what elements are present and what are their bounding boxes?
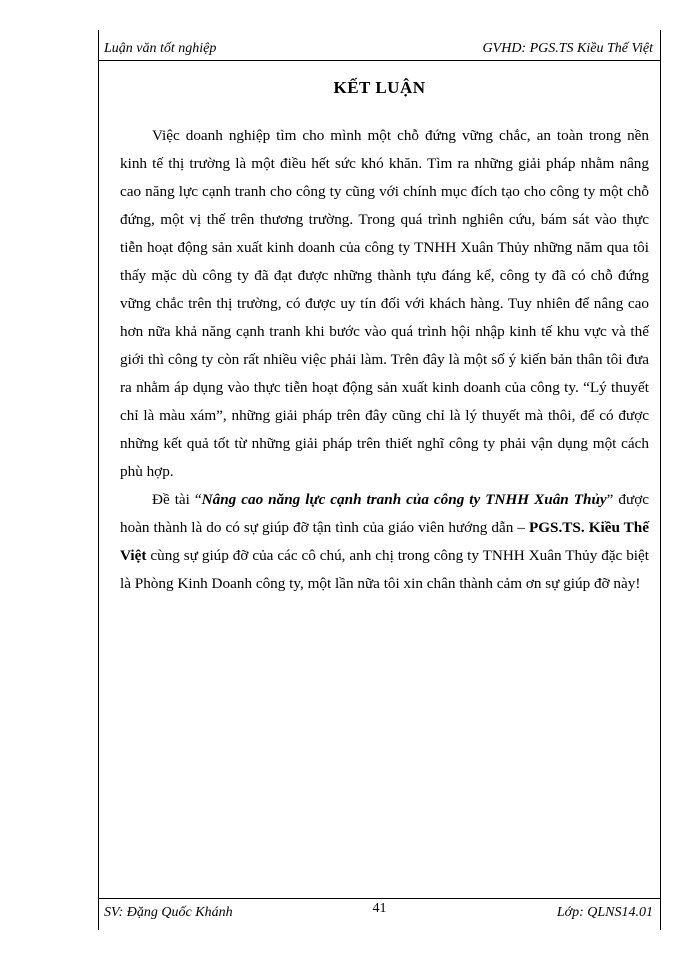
footer-class: Lớp: QLNS14.01 bbox=[556, 905, 653, 920]
conclusion-paragraph-2 bbox=[120, 486, 649, 598]
header-advisor-label: GVHD: PGS.TS Kiều Thế Việt bbox=[482, 41, 653, 56]
header-thesis-label: Luận văn tốt nghiệp bbox=[104, 41, 217, 56]
paragraph-2-tail: cùng sự giúp đỡ của các cô chú, anh chị trong công ty TNHH Xuân Thủy đặc biệt là Phòng Kinh Doanh công ty, một lần nữa tôi xin chân thành cảm ơn sự giúp đỡ này! bbox=[120, 547, 649, 592]
page-number: 41 bbox=[372, 901, 387, 916]
page-footer bbox=[98, 898, 661, 925]
footer-student: SV: Đặng Quốc Khánh bbox=[104, 905, 233, 920]
advisor-name: PGS.TS. Kiều Thế Việt bbox=[120, 519, 649, 564]
page-header bbox=[98, 38, 661, 61]
thesis-topic: Nâng cao năng lực cạnh tranh của công ty TNHH Xuân Thủy bbox=[201, 491, 607, 508]
paragraph-2-lead: Đề tài “ bbox=[152, 491, 202, 508]
page-title: KẾT LUẬN bbox=[333, 78, 426, 97]
body-text bbox=[120, 122, 649, 598]
paragraph-2-mid: ” được hoàn thành là do có sự giúp đỡ tận tình của giáo viên hướng dẫn – bbox=[120, 491, 649, 536]
conclusion-paragraph-1: Việc doanh nghiệp tìm cho mình một chỗ đứng vững chắc, an toàn trong nền kinh tế thị trường là một điều hết sức khó khăn. Tìm ra những giải pháp nhằm nâng cao năng lực cạnh tranh cho công ty cũng với chính mục đích tạo cho công ty một chỗ đứng, một vị thế trên thương trường. Trong quá trình nghiên cứu, bám sát vào thực tiễn hoạt động sản xuất kinh doanh của công ty TNHH Xuân Thủy những năm qua tôi thấy mặc dù công ty đã đạt được những thành tựu đáng kể, công ty đã có chỗ đứng vững chắc trên thị trường, có được uy tín đối với khách hàng. Tuy nhiên để nâng cao hơn nữa khả năng cạnh tranh khi bước vào quá trình hội nhập kinh tế khu vực và thế giới thì công ty còn rất nhiều việc phải làm. Trên đây là một số ý kiến bản thân tôi đưa ra nhằm áp dụng vào thực tiễn hoạt động sản xuất kinh doanh của công ty. “Lý thuyết chỉ là màu xám”, những giải pháp trên đây cũng chỉ là lý thuyết mà thôi, để có được những kết quả tốt từ những giải pháp trên thiết nghĩ công ty phải vận dụng một cách phù hợp. bbox=[120, 127, 649, 480]
